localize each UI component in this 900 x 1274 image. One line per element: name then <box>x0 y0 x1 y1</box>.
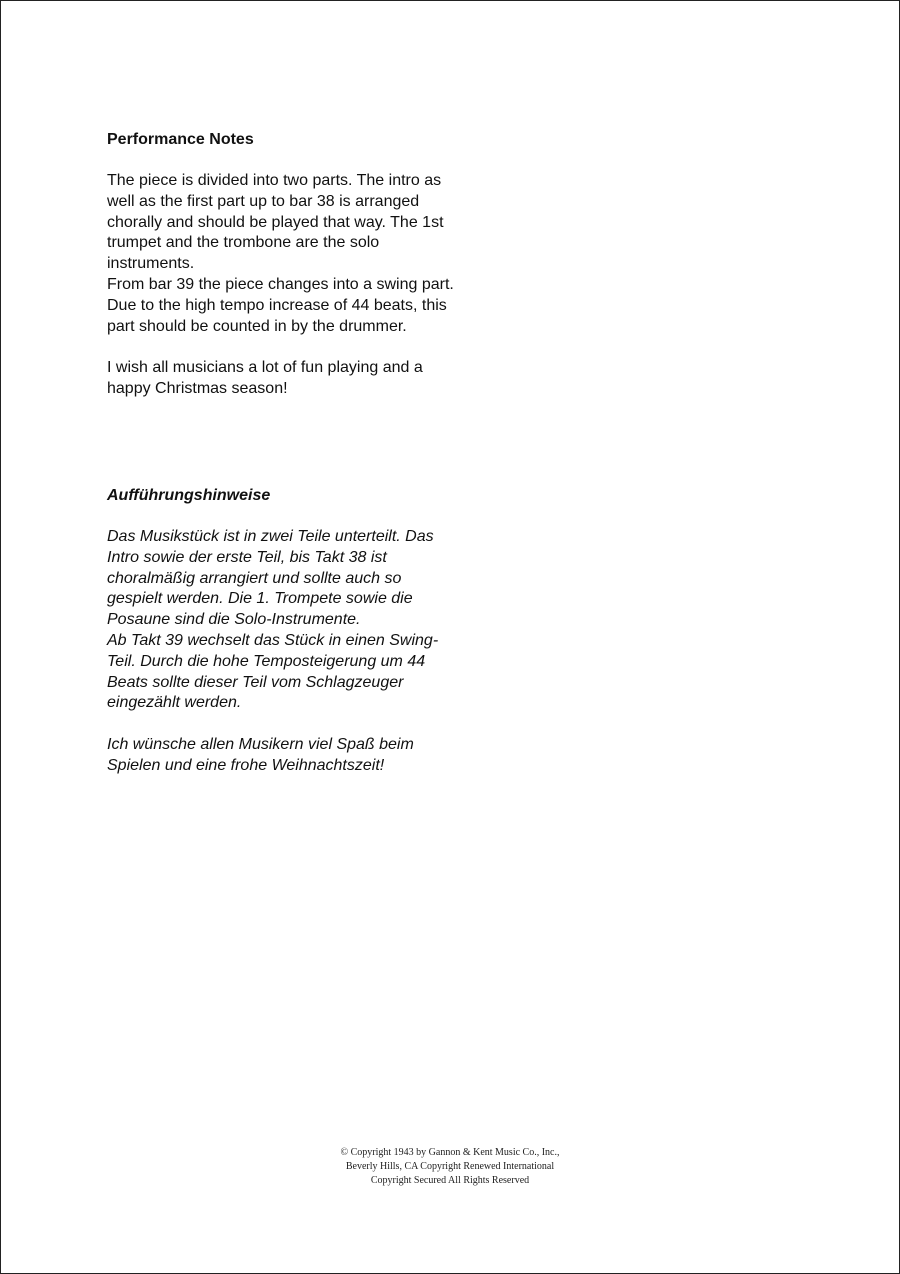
performance-notes-heading: Performance Notes <box>107 131 254 148</box>
text-line: Intro sowie der erste Teil, bis Takt 38 ist <box>107 548 387 566</box>
text-line: Posaune sind die Solo-Instrumente. <box>107 611 361 629</box>
text-line: gespielt werden. Die 1. Trompete sowie die <box>107 590 413 608</box>
auffuehrungshinweise-paragraph-2 <box>107 735 527 777</box>
text-line: Das Musikstück ist in zwei Teile unterteilt. Das <box>107 528 434 545</box>
auffuehrungshinweise-heading: Aufführungshinweise <box>107 487 271 504</box>
text-line: eingezählt werden. <box>107 694 242 712</box>
copyright-line: Beverly Hills, CA Copyright Renewed International <box>345 1161 555 1172</box>
text-line: chorally and should be played that way. The 1st <box>107 213 444 231</box>
text-line: choralmäßig arrangiert und sollte auch so <box>107 569 402 587</box>
text-line: From bar 39 the piece changes into a swing part. <box>107 275 454 293</box>
auffuehrungshinweise-section <box>107 486 527 777</box>
text-line: well as the first part up to bar 38 is arranged <box>107 192 420 210</box>
performance-notes-section <box>107 130 527 400</box>
text-line: The piece is divided into two parts. The intro as <box>107 172 442 189</box>
text-line: I wish all musicians a lot of fun playing and a <box>107 359 423 377</box>
performance-notes-paragraph-2 <box>107 358 527 400</box>
copyright-line: Copyright Secured All Rights Reserved <box>370 1175 530 1186</box>
text-line: Teil. Durch die hohe Temposteigerung um 44 <box>107 652 426 670</box>
text-line: instruments. <box>107 255 195 273</box>
text-line: Beats sollte dieser Teil vom Schlagzeuger <box>107 673 404 691</box>
copyright-notice <box>0 1146 900 1188</box>
text-line: Ab Takt 39 wechselt das Stück in einen Swing- <box>107 631 439 649</box>
text-line: Ich wünsche allen Musikern viel Spaß beim <box>107 735 414 753</box>
performance-notes-paragraph-1 <box>107 171 527 337</box>
text-line: part should be counted in by the drummer. <box>107 317 407 335</box>
text-line: trumpet and the trombone are the solo <box>107 234 380 252</box>
auffuehrungshinweise-paragraph-1 <box>107 527 527 714</box>
text-line: happy Christmas season! <box>107 379 288 397</box>
text-line: Due to the high tempo increase of 44 beats, this <box>107 296 447 314</box>
text-line: Spielen und eine frohe Weihnachtszeit! <box>107 756 385 774</box>
copyright-line: © Copyright 1943 by Gannon & Kent Music Co., Inc., <box>340 1147 560 1158</box>
